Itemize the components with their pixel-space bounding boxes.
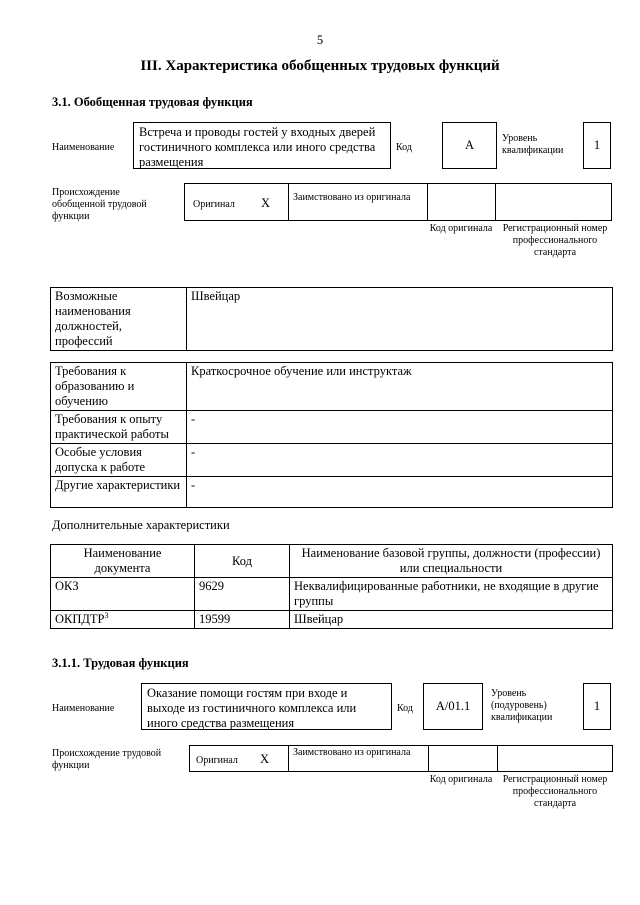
row-document [51,611,195,629]
additional-row [51,578,613,611]
gtf-level-label: Уровень квалификации [502,133,564,156]
row-code: 9629 [195,578,290,611]
requirement-label: Другие характеристики [51,477,187,508]
tf-heading: 3.1.1. Трудовая функция [52,656,189,670]
tf-code-original-caption: Код оригинала [429,774,493,785]
tf-origin-box [189,745,613,772]
header-code: Код [195,545,290,578]
gtf-heading: 3.1. Обобщенная трудовая функция [52,95,253,109]
page-number: 5 [316,33,324,47]
gtf-original-mark: Х [261,196,271,210]
requirement-row [51,477,613,508]
gtf-level-box [583,122,611,169]
additional-header-row [51,545,613,578]
requirement-value: - [187,444,613,477]
header-document: Наименование документа [51,545,195,578]
gtf-name-value: Встреча и проводы гостей у входных дверей гостиничного комплекса или иного средства размещения [139,125,376,169]
footnote-marker: 3 [104,610,109,620]
positions-row [51,288,613,351]
tf-name-value: Оказание помощи гостям при входе и выходе из гостиничного комплекса или иного средства размещения [147,686,357,730]
gtf-level-value: 1 [593,138,601,152]
gtf-origin-divider-2 [427,184,428,220]
requirement-row [51,411,613,444]
gtf-borrowed-label: Заимствовано из оригинала [293,192,411,203]
row-document [51,578,195,611]
row-group-name: Неквалифицированные работники, не входящие в другие группы [290,578,613,611]
gtf-origin-box [184,183,612,221]
section-title: III. Характеристика обобщенных трудовых функций [140,58,500,74]
requirement-row [51,444,613,477]
requirement-row [51,363,613,411]
tf-original-mark: Х [260,752,270,766]
positions-table [50,287,613,351]
row-document-text: ОКПДТР [55,612,105,626]
additional-heading: Дополнительные характеристики [52,518,230,532]
row-code: 19599 [195,611,290,629]
requirement-value: - [187,411,613,444]
tf-level-label: Уровень (подуровень) квалификации [491,688,553,723]
gtf-origin-divider-3 [495,184,496,220]
requirement-label: Требования к опыту практической работы [51,411,187,444]
gtf-name-box [133,122,391,169]
gtf-origin-label: Происхождение обобщенной трудовой функции [52,187,147,222]
tf-code-label: Код [397,703,413,714]
header-group-name: Наименование базовой группы, должности (профессии) или специальности [290,545,613,578]
tf-name-label: Наименование [52,703,115,714]
tf-level-box [583,683,611,730]
additional-row [51,611,613,629]
gtf-origin-divider-1 [288,184,289,220]
positions-value: Швейцар [187,288,613,351]
tf-reg-number-caption: Регистрационный номер профессионального стандарта [502,774,608,809]
tf-origin-divider-3 [497,746,498,771]
gtf-code-label: Код [396,142,412,153]
tf-name-box [141,683,392,730]
additional-table [50,544,613,629]
row-document-text: ОКЗ [55,579,79,593]
requirements-table [50,362,613,508]
tf-code-box [423,683,483,730]
gtf-code-value: А [464,138,475,152]
requirement-value: - [187,477,613,508]
requirement-label: Требования к образованию и обучению [51,363,187,411]
gtf-original-label: Оригинал [193,199,235,210]
tf-origin-divider-1 [288,746,289,771]
gtf-name-label: Наименование [52,142,115,153]
tf-level-value: 1 [593,699,601,713]
requirement-value: Краткосрочное обучение или инструктаж [187,363,613,411]
tf-code-value: А/01.1 [435,699,471,713]
gtf-code-original-caption: Код оригинала [429,223,493,234]
tf-original-label: Оригинал [196,755,238,766]
row-group-name: Швейцар [290,611,613,629]
gtf-code-box [442,122,497,169]
requirement-label: Особые условия допуска к работе [51,444,187,477]
tf-origin-label: Происхождение трудовой функции [52,748,162,771]
tf-origin-divider-2 [428,746,429,771]
positions-label: Возможные наименования должностей, профессий [51,288,187,351]
tf-borrowed-label: Заимствовано из оригинала [293,747,411,758]
gtf-reg-number-caption: Регистрационный номер профессионального стандарта [502,223,608,258]
